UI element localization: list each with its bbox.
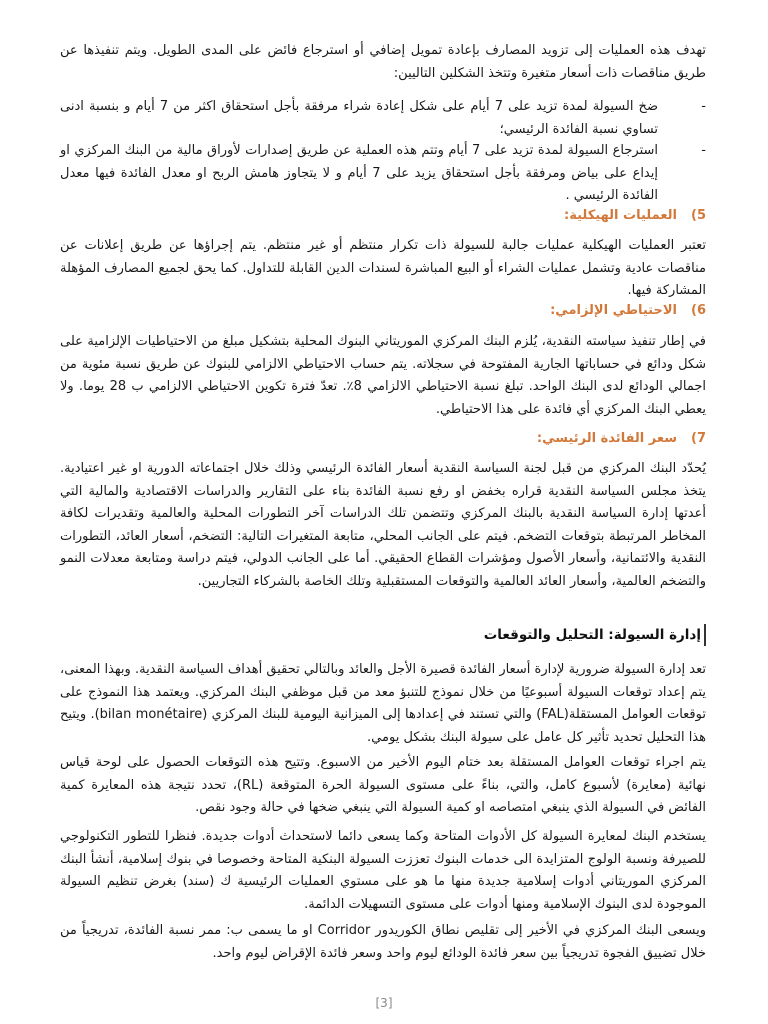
- section-number: 6): [691, 303, 706, 318]
- section-heading-structural: [564, 205, 706, 227]
- bullet-item: [60, 140, 706, 208]
- section-heading-reserve: [550, 300, 706, 322]
- document-page: [60, 0, 706, 1024]
- liquidity-paragraph: يستخدم البنك لمعايرة السيولة كل الأدوات المتاحة وكما يسعى دائما لاستحداث أدوات جديدة. فنظرا للتطور التكنولوجي للصيرفة ونسبة الولوج المتزايدة الى خدمات البنوك تعززت السيولة البنكية المتاحة وخصوصا في بنوك إسلامية، أنشأ البنك المركزي الموريتاني أدوات إسلامية جديدة منها ما هو على مستوي العمليات الرئيسية ك (سند) بغرض تنظيم السيولة الموجودة لدى البنوك الإسلامية ومنها أدوات على مستوى التسهيلات الدائمة.: [60, 829, 706, 912]
- bullet-dash: -: [701, 143, 706, 158]
- page-number: [3]: [375, 996, 393, 1010]
- section-title: الاحتياطي الإلزامي:: [550, 303, 677, 318]
- section-number: 5): [691, 208, 706, 223]
- bullet-dash: -: [701, 99, 706, 114]
- bullet-item: [60, 96, 706, 141]
- intro-paragraph: تهدف هذه العمليات إلى تزويد المصارف بإعادة تمويل إضافي أو استرجاع فائض على المدى الطويل. ويتم تنفيذها عن طريق مناقصات ذات أسعار متغيرة وتتخذ الشكلين التاليين:: [60, 43, 706, 81]
- section-title: العمليات الهيكلية:: [564, 208, 677, 223]
- liquidity-paragraph: تعد إدارة السيولة ضرورية لإدارة أسعار الفائدة قصيرة الأجل والعائد وبالتالي تحقيق أهداف السياسة النقدية. وبهذا المعنى، يتم إعداد توقعات السيولة أسبوعيًا من خلال نموذج للتنبؤ معد من قبل موظفي البنك المركزي. ويعتمد هذا النموذج على توقعات العوامل المستقلة(FAL) والتي تستند في إعدادها إلى الميزانية اليومية للبنك المركزي (bilan monétaire). ويتيح هذا التحليل تحديد تأثير كل عامل على سيولة البنك بشكل يومي.: [60, 662, 706, 745]
- liquidity-paragraph: يتم اجراء توقعات العوامل المستقلة بعد ختام اليوم الأخير من الاسبوع. وتتيح هذه التوقعات الحصول على لوحة قياس نهائية (معايرة) لأسبوع كامل، والتي، بناءً على مستوى السيولة الحرة المتوقعة (RL)، تحدد نتيجة هذه المعايرة كمية الفائض في السيولة الذي ينبغي امتصاصه او كمية السيولة التي ينبغي ضخها في حالة وجود نقص.: [60, 755, 706, 815]
- section-heading-policy-rate: [537, 428, 706, 450]
- section-body: تعتبر العمليات الهيكلية عمليات جالبة للسيولة ذات تكرار منتظم أو غير منتظم. يتم إجراؤها عن طريق إعلانات عن مناقصات عادية وتشمل عمليات الشراء أو البيع المباشرة لسندات الدين القابلة للتداول. كما يحق لجميع المصارف المؤهلة المشاركة فيها.: [60, 238, 706, 298]
- liquidity-paragraph: ويسعى البنك المركزي في الأخير إلى تقليص نطاق الكوريدور Corridor او ما يسمى ب: ممر نسبة الفائدة، تدريجياً من خلال تضييق الفجوة تدريجياً بين سعر فائدة الودائع ليوم واحد وسعر فائدة الإقراض ليوم واحد.: [60, 923, 707, 961]
- liquidity-title: إدارة السيولة: التحليل والتوقعات: [484, 624, 706, 646]
- section-body: يُحدّد البنك المركزي من قبل لجنة السياسة النقدية أسعار الفائدة الرئيسي وذلك خلال اجتماعاته الدورية او غير اعتيادية. يتخذ مجلس السياسة النقدية قراره بخفض او رفع نسبة الفائدة بناء على التقارير والدراسات الاقتصادية والمالية التي أعدتها إدارة السياسة النقدية بالبنك المركزي وتتضمن تلك الدراسات آخر التطورات المحلية والعالمية وتقديرات لكافة المخاطر المرتبطة بتوقعات التضخم. فيتم على الجانب المحلي، متابعة المتغيرات التالية: التضخم، أسعار العائد، التطورات النقدية والائتمانية، وأسعار الأصول ومؤشرات القطاع الحقيقي. أما على الجانب الدولي، فيتم دراسة ومتابعة معدلات النمو والتضخم العالمية، وأسعار العائد العالمية والتوقعات المستقبلية وتلك الخاصة بالشركاء التجاريين.: [60, 461, 706, 589]
- section-number: 7): [691, 431, 706, 446]
- section-body: في إطار تنفيذ سياسته النقدية، يُلزم البنك المركزي الموريتاني البنوك المحلية بتشكيل مبلغ من الاحتياطيات الإلزامية على شكل ودائع في حساباتها الجارية المفتوحة في سجلاته. يتم حساب الاحتياطي الالزامي للبنوك عن طريق نسبة مئوية من اجمالي الودائع لدى البنك الواحد. تبلغ نسبة الاحتياطي الالزامي 8٪. تعدّ فترة تكوين الاحتياطي الالزامي ب 28 يوما. ولا يعطي البنك المركزي أي فائدة على هذا الاحتياطي.: [60, 334, 707, 417]
- bullet-text: استرجاع السيولة لمدة تزيد على 7 أيام وتتم هذه العملية عن طريق إصدارات لأوراق مالية من البنك المركزي او إيداع على بياض ومرفقة بأجل استحقاق يزيد على 7 أيام و لا يتجاوز هامش الربح او معدل الفائدة فيها معدل الفائدة الرئيسي .: [60, 143, 658, 203]
- bullet-text: ضخ السيولة لمدة تزيد على 7 أيام على شكل إعادة شراء مرفقة بأجل استحقاق اكثر من 7 أيام و بنسبة ادنى تساوي نسبة الفائدة الرئيسي؛: [60, 99, 658, 137]
- section-title: سعر الفائدة الرئيسي:: [536, 431, 677, 446]
